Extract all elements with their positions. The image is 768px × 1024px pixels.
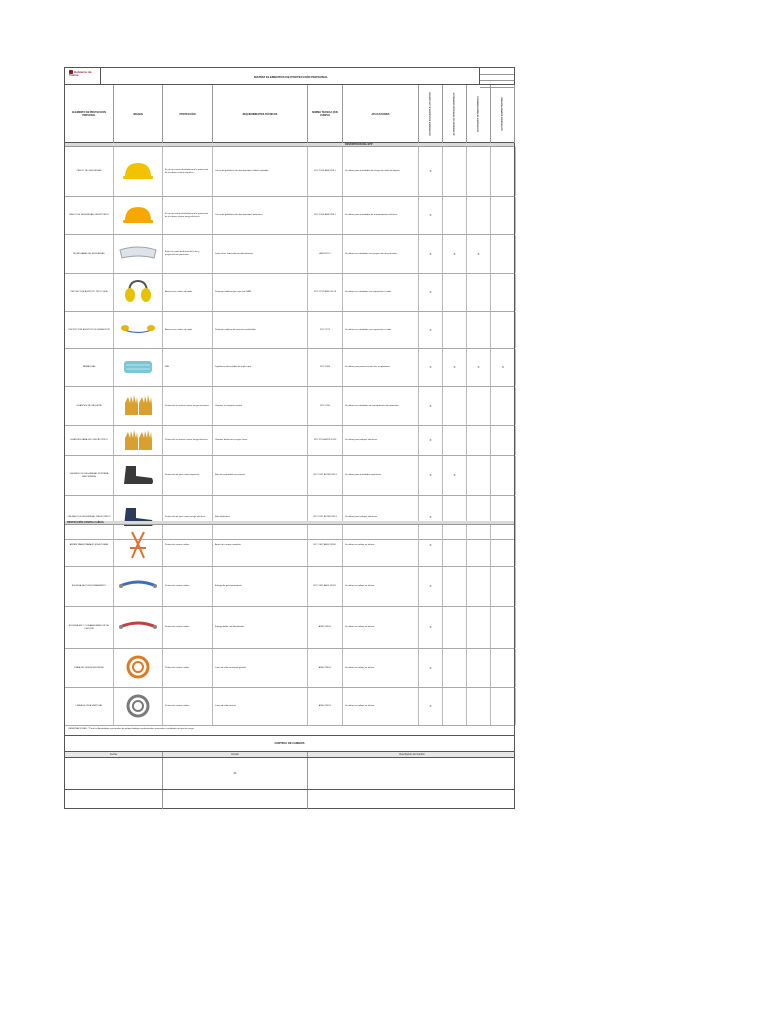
table-row xyxy=(65,312,514,349)
rope-icon xyxy=(121,693,155,721)
mark-role-4 xyxy=(491,607,516,648)
mark-role-2 xyxy=(443,607,467,648)
mark-role-4 xyxy=(491,567,516,606)
column-image: IMAGEN xyxy=(114,85,163,143)
element-image xyxy=(114,197,163,234)
requirements-text: Protector auditivo tipo copa con NRR. xyxy=(213,274,308,311)
mark-role-2 xyxy=(443,567,467,606)
table-row xyxy=(65,147,514,197)
helmet-icon xyxy=(121,159,155,185)
logo xyxy=(65,68,101,85)
code-line xyxy=(480,75,514,82)
element-image xyxy=(114,456,163,495)
mark-role-3 xyxy=(467,525,491,566)
protection-text: N/A xyxy=(163,349,213,386)
section-general: DESCRIPCIÓN DEL EPP xyxy=(65,143,514,147)
table-row xyxy=(65,349,514,387)
change-desc xyxy=(308,758,516,789)
protection-text: Protección de pies contra riesgo eléctrico. xyxy=(163,496,213,539)
document-title: MATRIZ ELEMENTOS DE PROTECCIÓN PERSONAL xyxy=(254,74,328,79)
protection-text: Protección en manos contra riesgo eléctrico. xyxy=(163,426,213,455)
element-image xyxy=(114,349,163,386)
protection-text: Es un accesorio diseñado para la protección de la cabeza contra impactos. xyxy=(163,147,213,196)
requirements-text: Casco de polietileno de alta densidad, tafilete ajustable. xyxy=(213,147,308,196)
column-requirements: REQUERIMIENTOS TÉCNICOS xyxy=(213,85,308,143)
mark-role-1: X xyxy=(419,235,443,273)
protection-text: Protección contra caídas. xyxy=(163,649,213,687)
boot-icon xyxy=(120,464,156,488)
mark-role-1: X xyxy=(419,147,443,196)
element-name: CASCO DE SEGURIDAD xyxy=(65,147,114,196)
protection-text: Protección de pies contra impactos. xyxy=(163,456,213,495)
uses-text: Se utiliza en actividades de manipulación de materiales. xyxy=(343,387,419,425)
mark-role-1: X xyxy=(419,197,443,234)
mark-role-1: X xyxy=(419,688,443,725)
element-name: ARNÉS PARA TRABAJO EN ALTURAS xyxy=(65,525,114,566)
mark-role-3 xyxy=(467,197,491,234)
mark-role-2 xyxy=(443,147,467,196)
uses-text: Se utiliza en trabajo en alturas. xyxy=(343,688,419,725)
glove-icon xyxy=(121,393,155,419)
mark-role-1: X xyxy=(419,426,443,455)
change-version: 01 xyxy=(163,758,308,789)
requirements-text: Tapabocas desechable de triple capa. xyxy=(213,349,308,386)
element-name: GUANTES PARA USO DIELÉCTRICO xyxy=(65,426,114,455)
mark-role-3: X xyxy=(467,349,491,386)
mask-icon xyxy=(120,358,156,378)
element-image xyxy=(114,387,163,425)
requirements-text: Guantes en vaqueta natural. xyxy=(213,387,308,425)
table-row xyxy=(65,607,514,649)
norm-text: NTC 2257 ASTM F2413 xyxy=(308,456,343,495)
element-name: LÍNEA DE VIDA VERTICAL xyxy=(65,688,114,725)
glove-icon xyxy=(121,428,155,454)
protection-text: Es un accesorio diseñado para la protección de la cabeza contra riesgo eléctrico. xyxy=(163,197,213,234)
requirements-text: Lente claro, fabricado en policarbonato. xyxy=(213,235,308,273)
mark-role-4 xyxy=(491,688,516,725)
rope-icon xyxy=(121,654,155,682)
mark-role-2 xyxy=(443,426,467,455)
uses-text: Se utiliza en trabajo en alturas. xyxy=(343,567,419,606)
uses-text: Se utiliza para actividades de mantenimiento eléctrico. xyxy=(343,197,419,234)
mark-role-4 xyxy=(491,235,516,273)
logo-mark xyxy=(69,70,100,78)
mark-role-3 xyxy=(467,688,491,725)
mark-role-2 xyxy=(443,387,467,425)
column-role-1: ACTIVIDADES ASOCIADAS A LOS CARGOS xyxy=(419,85,443,143)
element-name: ESLINGA DE POSICIONAMIENTO xyxy=(65,567,114,606)
protection-text: Atenuar los niveles de ruido. xyxy=(163,274,213,311)
norm-text: NTC 2021 ANSI Z359.1 xyxy=(308,567,343,606)
mark-role-3 xyxy=(467,274,491,311)
mark-role-3 xyxy=(467,649,491,687)
norm-text: NTC 1523 ANSI Z89.1 xyxy=(308,147,343,196)
protection-text: Evitar el contacto directo de la luz y proyección de partículas. xyxy=(163,235,213,273)
element-name: CASCO DE SEGURIDAD DIELÉCTRICO xyxy=(65,197,114,234)
mark-role-3: X xyxy=(467,235,491,273)
mark-role-2 xyxy=(443,312,467,348)
uses-text: Se utiliza en actividades con proyección de partículas. xyxy=(343,235,419,273)
earmuff-icon xyxy=(123,279,153,307)
uses-text: Se utiliza para trabajos eléctricos. xyxy=(343,426,419,455)
mark-role-3 xyxy=(467,312,491,348)
changes-col-desc: Descripción del Cambio xyxy=(399,753,425,756)
mark-role-1: X xyxy=(419,456,443,495)
mark-role-4 xyxy=(491,649,516,687)
mark-role-4 xyxy=(491,312,516,348)
mark-role-1: X xyxy=(419,496,443,539)
ppe-matrix-sheet xyxy=(64,67,515,809)
mark-role-2 xyxy=(443,197,467,234)
requirements-text: Protector auditivo de inserción reutilizable. xyxy=(213,312,308,348)
column-role-2: ACTIVIDADES DE SERVICIOS GENERALES xyxy=(443,85,467,143)
mark-role-2 xyxy=(443,274,467,311)
changes-title: CONTROL DE CAMBIOS xyxy=(65,736,514,752)
element-image xyxy=(114,426,163,455)
element-image xyxy=(114,607,163,648)
requirements-text: Eslinga de posicionamiento. xyxy=(213,567,308,606)
mark-role-3 xyxy=(467,456,491,495)
norm-text: NTC 2257 ASTM F2413 xyxy=(308,496,343,539)
requirements-text: Línea de vida horizontal portátil. xyxy=(213,649,308,687)
element-name: CALZADO DE SEGURIDAD DIELÉCTRICO xyxy=(65,496,114,539)
column-protection: PROTECCIÓN xyxy=(163,85,213,143)
element-image xyxy=(114,312,163,348)
requirements-text: Bota dieléctrica. xyxy=(213,496,308,539)
norm-text: NTC 2272 xyxy=(308,312,343,348)
element-name: LÍNEA DE VIDA HORIZONTAL xyxy=(65,649,114,687)
mark-role-4 xyxy=(491,525,516,566)
mark-role-1: X xyxy=(419,567,443,606)
column-role-3: ACTIVIDADES DE MANTENIMIENTO xyxy=(467,85,491,143)
change-date xyxy=(65,758,163,789)
element-name: ESLINGA EN Y CON ABSORBEDOR DE CHOQUE xyxy=(65,607,114,648)
uses-text: Se utiliza en actividades con exposición a ruido. xyxy=(343,312,419,348)
helmet-icon xyxy=(121,203,155,229)
element-name: PROTECTOR AUDITIVO DE INSERCIÓN xyxy=(65,312,114,348)
changes-row xyxy=(65,758,514,790)
mark-role-4 xyxy=(491,197,516,234)
document-header xyxy=(65,68,514,85)
norm-text: ANSI Z359.1 xyxy=(308,607,343,648)
column-headers xyxy=(65,85,514,143)
mark-role-2 xyxy=(443,525,467,566)
protection-text: Atenuar los niveles de ruido. xyxy=(163,312,213,348)
mark-role-4: X xyxy=(491,349,516,386)
requirements-text: Arnés de cuerpo completo. xyxy=(213,525,308,566)
observations: OBSERVACIONES: * Para las Actividades ocasionales de peligro biológico profesionales asociados a entidades de tipo de riesgo. xyxy=(65,726,514,736)
element-image xyxy=(114,147,163,196)
mark-role-4 xyxy=(491,426,516,455)
column-uses: APLICACIONES xyxy=(343,85,419,143)
element-name: MONOGAFAS DE SEGURIDAD xyxy=(65,235,114,273)
element-image xyxy=(114,235,163,273)
element-image xyxy=(114,567,163,606)
column-role-4: ACTIVIDADES ADMINISTRATIVAS xyxy=(491,85,515,143)
table-row xyxy=(65,235,514,274)
changes-row-empty xyxy=(65,790,514,809)
lanyard-icon xyxy=(118,617,158,639)
element-image xyxy=(114,688,163,725)
uses-text: Se utiliza para actividades operativas. xyxy=(343,456,419,495)
changes-col-date: Fecha xyxy=(65,752,163,757)
element-name: CALZADO DE SEGURIDAD PUNTERA REFORZADA xyxy=(65,456,114,495)
element-name: GUANTES DE VAQUETA xyxy=(65,387,114,425)
requirements-text: Casco de polietileno de alta densidad, dieléctrico. xyxy=(213,197,308,234)
goggles-icon xyxy=(118,244,158,264)
uses-text: Se utiliza en trabajo en alturas. xyxy=(343,525,419,566)
table-row xyxy=(65,426,514,456)
element-image xyxy=(114,525,163,566)
mark-role-4 xyxy=(491,456,516,495)
table-row xyxy=(65,649,514,688)
requirements-text: Eslinga doble con absorbedor. xyxy=(213,607,308,648)
norm-text: ANSI Z359.1 xyxy=(308,688,343,725)
norm-text: NTC 2037 ANSI Z359.1 xyxy=(308,525,343,566)
norm-text: NTC 1523 ANSI Z89.1 xyxy=(308,197,343,234)
mark-role-1: X xyxy=(419,312,443,348)
requirements-text: Bota de seguridad con puntera. xyxy=(213,456,308,495)
norm-text: ANSI Z359.1 xyxy=(308,649,343,687)
mark-role-3 xyxy=(467,147,491,196)
norm-text: ANSI Z87.1 xyxy=(308,235,343,273)
mark-role-4 xyxy=(491,387,516,425)
uses-text: Se utiliza para actividades de riesgo de caída de objetos. xyxy=(343,147,419,196)
requirements-text: Guantes dieléctricos según clase. xyxy=(213,426,308,455)
mark-role-1: X xyxy=(419,387,443,425)
element-name: PROTECTOR AUDITIVO TIPO COPA xyxy=(65,274,114,311)
element-image xyxy=(114,649,163,687)
protection-text: Protección contra caídas. xyxy=(163,688,213,725)
changes-col-version: Versión xyxy=(163,752,308,757)
mark-role-2 xyxy=(443,649,467,687)
protection-text: Protección contra caídas. xyxy=(163,525,213,566)
uses-text: Se utiliza en trabajo en alturas. xyxy=(343,607,419,648)
element-image xyxy=(114,274,163,311)
uses-text: Se utiliza en trabajo en alturas. xyxy=(343,649,419,687)
code-line xyxy=(480,68,514,75)
uses-text: Se utiliza para trabajos eléctricos. xyxy=(343,496,419,539)
mark-role-1: X xyxy=(419,274,443,311)
earplug-icon xyxy=(120,322,156,338)
table-row xyxy=(65,197,514,235)
norm-text: NTC 2272 ANSI S3.19 xyxy=(308,274,343,311)
column-element: ELEMENTO DE PROTECCION PERSONAL xyxy=(65,85,114,143)
mark-role-2: X xyxy=(443,456,467,495)
mark-role-1: X xyxy=(419,349,443,386)
mark-role-3 xyxy=(467,387,491,425)
section-heights: PROTECCIÓN CONTRA CAÍDAS xyxy=(65,521,514,525)
logo-text: Gobierno de Tolima xyxy=(69,69,92,78)
table-row xyxy=(65,456,514,496)
column-norm: NORMA TÉCNICA QUE CUMPLE xyxy=(308,85,343,143)
mark-role-4 xyxy=(491,147,516,196)
table-row xyxy=(65,688,514,726)
element-name: TAPABOCAS xyxy=(65,349,114,386)
protection-text: Protección contra caídas. xyxy=(163,567,213,606)
lanyard-icon xyxy=(118,576,158,598)
norm-text: NTC 1584 xyxy=(308,349,343,386)
mark-role-1: X xyxy=(419,607,443,648)
requirements-text: Línea de vida vertical. xyxy=(213,688,308,725)
document-code-box xyxy=(479,68,514,85)
mark-role-3 xyxy=(467,426,491,455)
table-row xyxy=(65,387,514,426)
mark-role-1: X xyxy=(419,649,443,687)
table-row xyxy=(65,525,514,567)
norm-text: NTC 2219 ASTM D120 xyxy=(308,426,343,455)
mark-role-3 xyxy=(467,607,491,648)
mark-role-2: X xyxy=(443,235,467,273)
mark-role-1: X xyxy=(419,525,443,566)
norm-text: NTC 2190 xyxy=(308,387,343,425)
mark-role-2 xyxy=(443,688,467,725)
harness-icon xyxy=(126,530,150,562)
mark-role-3 xyxy=(467,567,491,606)
mark-role-4 xyxy=(491,274,516,311)
protection-text: Protección contra caídas. xyxy=(163,607,213,648)
table-row xyxy=(65,274,514,312)
uses-text: Se utiliza en actividades con exposición a ruido. xyxy=(343,274,419,311)
protection-text: Protección en manos contra riesgo mecánico. xyxy=(163,387,213,425)
mark-role-2: X xyxy=(443,349,467,386)
uses-text: Se utiliza para protección de vías respiratorias. xyxy=(343,349,419,386)
table-row xyxy=(65,567,514,607)
